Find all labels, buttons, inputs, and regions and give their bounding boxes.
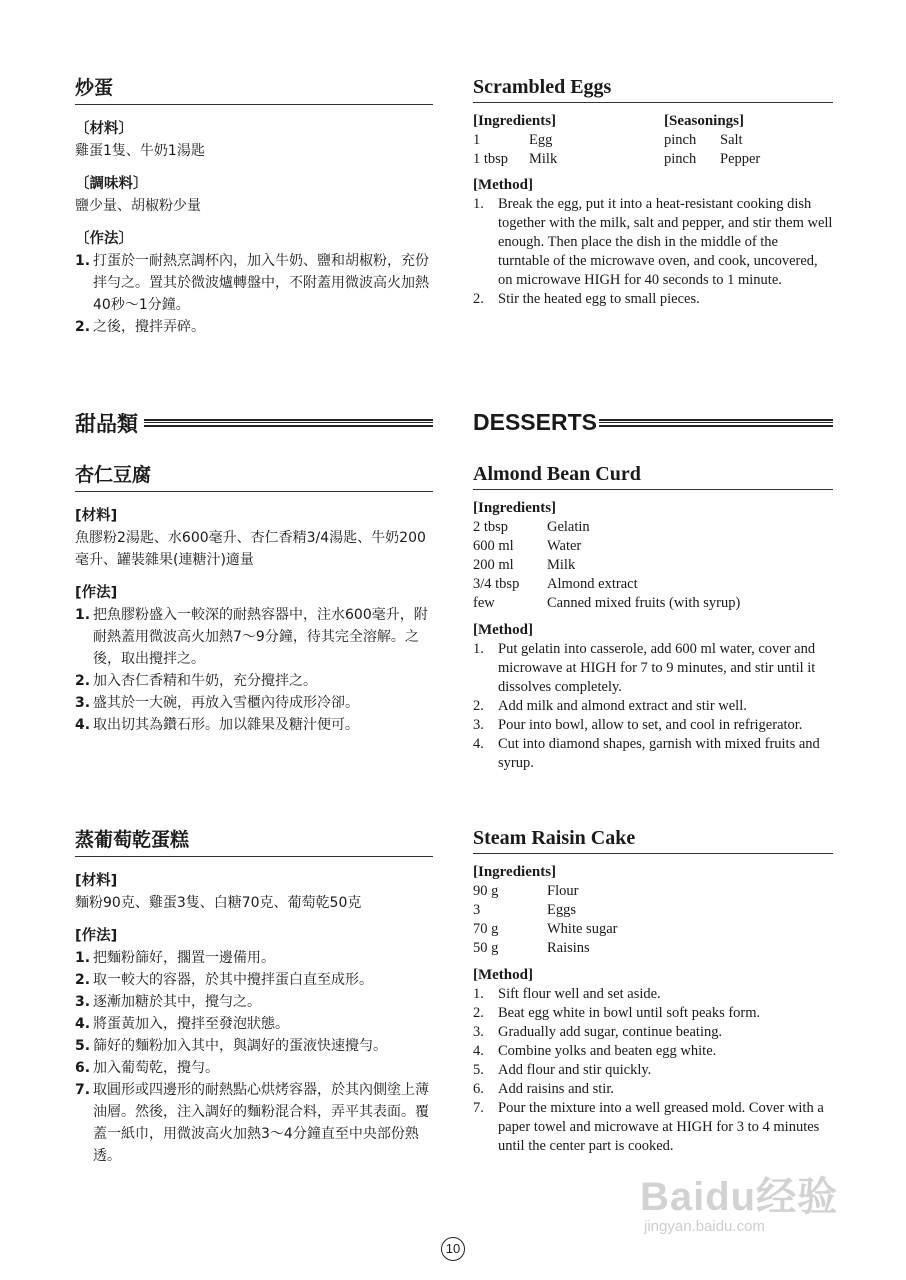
ingredient-row: 200 ml Milk — [473, 557, 576, 573]
recipe-zh-almond-bean-curd — [75, 460, 433, 736]
method-heading: 〔作法〕 — [75, 231, 133, 247]
ingredients-table — [473, 882, 617, 958]
method-steps — [75, 604, 433, 736]
method-step: 2. Stir the heated egg to small pieces. — [473, 291, 700, 307]
recipe-title: 杏仁豆腐 — [75, 460, 433, 492]
method-step: 2. 取一較大的容器，於其中攪拌蛋白直至成形。 — [75, 972, 373, 988]
method-step: 4. Cut into diamond shapes, garnish with mixed fruits and syrup. — [473, 736, 820, 771]
ingredient-row: 600 ml Water — [473, 538, 582, 554]
recipe-title: 蒸葡萄乾蛋糕 — [75, 825, 433, 857]
seasoning-row: pinch Salt — [664, 132, 743, 148]
method-step: 7. 取圓形或四邊形的耐熱點心烘烤容器，於其內側塗上薄油層。然後，注入調好的麵粉混合料，弄平其表面。覆蓋一紙巾，用微波高火加熱3～4分鐘直至中央部份熟透。 — [75, 1082, 429, 1164]
method-heading: [作法] — [75, 585, 118, 601]
method-heading: [Method] — [473, 177, 533, 193]
ingredient-row: 1 tbsp Milk — [473, 151, 558, 167]
ingredients-table — [473, 131, 557, 169]
recipe-en-almond-bean-curd — [473, 463, 833, 773]
method-heading: [作法] — [75, 928, 118, 944]
method-heading: [Method] — [473, 622, 533, 638]
method-step: 4. 取出切其為鑽石形。加以雜果及糖汁便可。 — [75, 717, 359, 733]
method-step: 4. 將蛋黃加入，攪拌至發泡狀態。 — [75, 1016, 289, 1032]
ingredients-heading: [材料] — [75, 873, 118, 889]
recipe-title: Steam Raisin Cake — [473, 827, 833, 854]
ingredient-row: 2 tbsp Gelatin — [473, 519, 590, 535]
method-step: 2. 加入杏仁香精和牛奶，充分攪拌之。 — [75, 673, 317, 689]
ingredients-text: 魚膠粉2湯匙、水600毫升、杏仁香精3/4湯匙、牛奶200毫升、罐裝雜果(連糖汁)適量 — [75, 530, 426, 568]
section-title: DESSERTS — [473, 409, 597, 435]
ingredients-text: 麵粉90克、雞蛋3隻、白糖70克、葡萄乾50克 — [75, 895, 362, 911]
method-step: 6. Add raisins and stir. — [473, 1081, 614, 1097]
section-rule — [599, 419, 833, 427]
method-step: 2. Add milk and almond extract and stir well. — [473, 698, 747, 714]
method-step: 1. 把麵粉篩好，擱置一邊備用。 — [75, 950, 275, 966]
ingredients-heading: 〔材料〕 — [75, 121, 133, 137]
ingredient-row: 3/4 tbsp Almond extract — [473, 576, 638, 592]
watermark-logo: Baidu经验 — [640, 1175, 839, 1219]
ingredient-row: 50 g Raisins — [473, 940, 590, 956]
method-step: 7. Pour the mixture into a well greased mold. Cover with a paper towel and microwave at HIGH for 3 to 4 minutes until the center part is cooked. — [473, 1100, 824, 1154]
page-number: 10 — [441, 1237, 465, 1261]
ingredients-text: 雞蛋1隻、牛奶1湯匙 — [75, 143, 205, 159]
method-steps — [473, 985, 833, 1156]
baidu-watermark — [640, 1165, 850, 1245]
method-step: 1. Put gelatin into casserole, add 600 ml water, cover and microwave at HIGH for 7 to 9 minutes, and stir until it dissolves completely. — [473, 641, 816, 695]
ingredient-row: few Canned mixed fruits (with syrup) — [473, 595, 741, 611]
recipe-zh-steam-raisin-cake — [75, 825, 433, 1167]
method-step: 5. Add flour and stir quickly. — [473, 1062, 652, 1078]
seasonings-heading: [Seasonings] — [664, 113, 745, 129]
method-step: 5. 篩好的麵粉加入其中，與調好的蛋液快速攪勻。 — [75, 1038, 387, 1054]
ingredients-heading: [Ingredients] — [473, 500, 557, 516]
recipe-title: 炒蛋 — [75, 73, 433, 105]
ingredients-heading: [Ingredients] — [473, 113, 557, 129]
method-step: 1. 打蛋於一耐熱烹調杯內，加入牛奶、鹽和胡椒粉，充份拌勻之。置其於微波爐轉盤中，不附蓋用微波高火加熱40秒～1分鐘。 — [75, 253, 429, 313]
seasonings-block — [664, 113, 760, 169]
seasonings-text: 鹽少量、胡椒粉少量 — [75, 198, 201, 214]
method-steps — [473, 195, 833, 309]
section-title: 甜品類 — [75, 412, 138, 436]
ingredients-heading: [材料] — [75, 508, 118, 524]
seasoning-row: pinch Pepper — [664, 151, 761, 167]
seasonings-heading: 〔調味料〕 — [75, 176, 148, 192]
ingredients-table — [473, 518, 740, 613]
method-step: 3. Pour into bowl, allow to set, and cool in refrigerator. — [473, 717, 803, 733]
ingredients-seasonings — [473, 113, 833, 169]
method-step: 1. Break the egg, put it into a heat-resistant cooking dish together with the milk, salt and pepper, and stir them well enough. Then place the dish in the middle of the turntable of the microwave oven, and cook, uncovered, on microwave HIGH for 40 seconds to 1 minute. — [473, 196, 833, 288]
method-step: 2. 之後，攪拌弄碎。 — [75, 319, 205, 335]
ingredients-heading: [Ingredients] — [473, 864, 557, 880]
ingredient-row: 3 Eggs — [473, 902, 576, 918]
recipe-title: Scrambled Eggs — [473, 76, 833, 103]
ingredient-row: 90 g Flour — [473, 883, 579, 899]
method-step: 3. 盛其於一大碗，再放入雪櫃內待成形冷卻。 — [75, 695, 359, 711]
ingredients-block — [473, 113, 664, 169]
method-heading: [Method] — [473, 967, 533, 983]
ingredient-row: 1 Egg — [473, 132, 553, 148]
method-step: 3. 逐漸加糖於其中，攪勻之。 — [75, 994, 261, 1010]
recipe-en-scrambled-eggs — [473, 76, 833, 309]
recipe-zh-scrambled-eggs — [75, 73, 433, 338]
section-header-desserts-en — [473, 409, 833, 436]
method-step: 1. Sift flour well and set aside. — [473, 986, 661, 1002]
method-step: 1. 把魚膠粉盛入一較深的耐熱容器中，注水600毫升，附耐熱蓋用微波高火加熱7～9分鐘，待其完全溶解。之後，取出攪拌之。 — [75, 607, 428, 667]
watermark-url: jingyan.baidu.com — [644, 1218, 765, 1235]
recipe-en-steam-raisin-cake — [473, 827, 833, 1156]
method-step: 6. 加入葡萄乾，攪勻。 — [75, 1060, 219, 1076]
section-rule — [144, 419, 433, 427]
method-steps — [473, 640, 833, 773]
ingredient-row: 70 g White sugar — [473, 921, 618, 937]
method-step: 4. Combine yolks and beaten egg white. — [473, 1043, 717, 1059]
method-steps — [75, 250, 433, 338]
seasonings-table — [664, 131, 760, 169]
method-steps — [75, 947, 433, 1167]
method-step: 2. Beat egg white in bowl until soft peaks form. — [473, 1005, 761, 1021]
recipe-title: Almond Bean Curd — [473, 463, 833, 490]
section-header-desserts-zh — [75, 408, 433, 438]
method-step: 3. Gradually add sugar, continue beating. — [473, 1024, 723, 1040]
